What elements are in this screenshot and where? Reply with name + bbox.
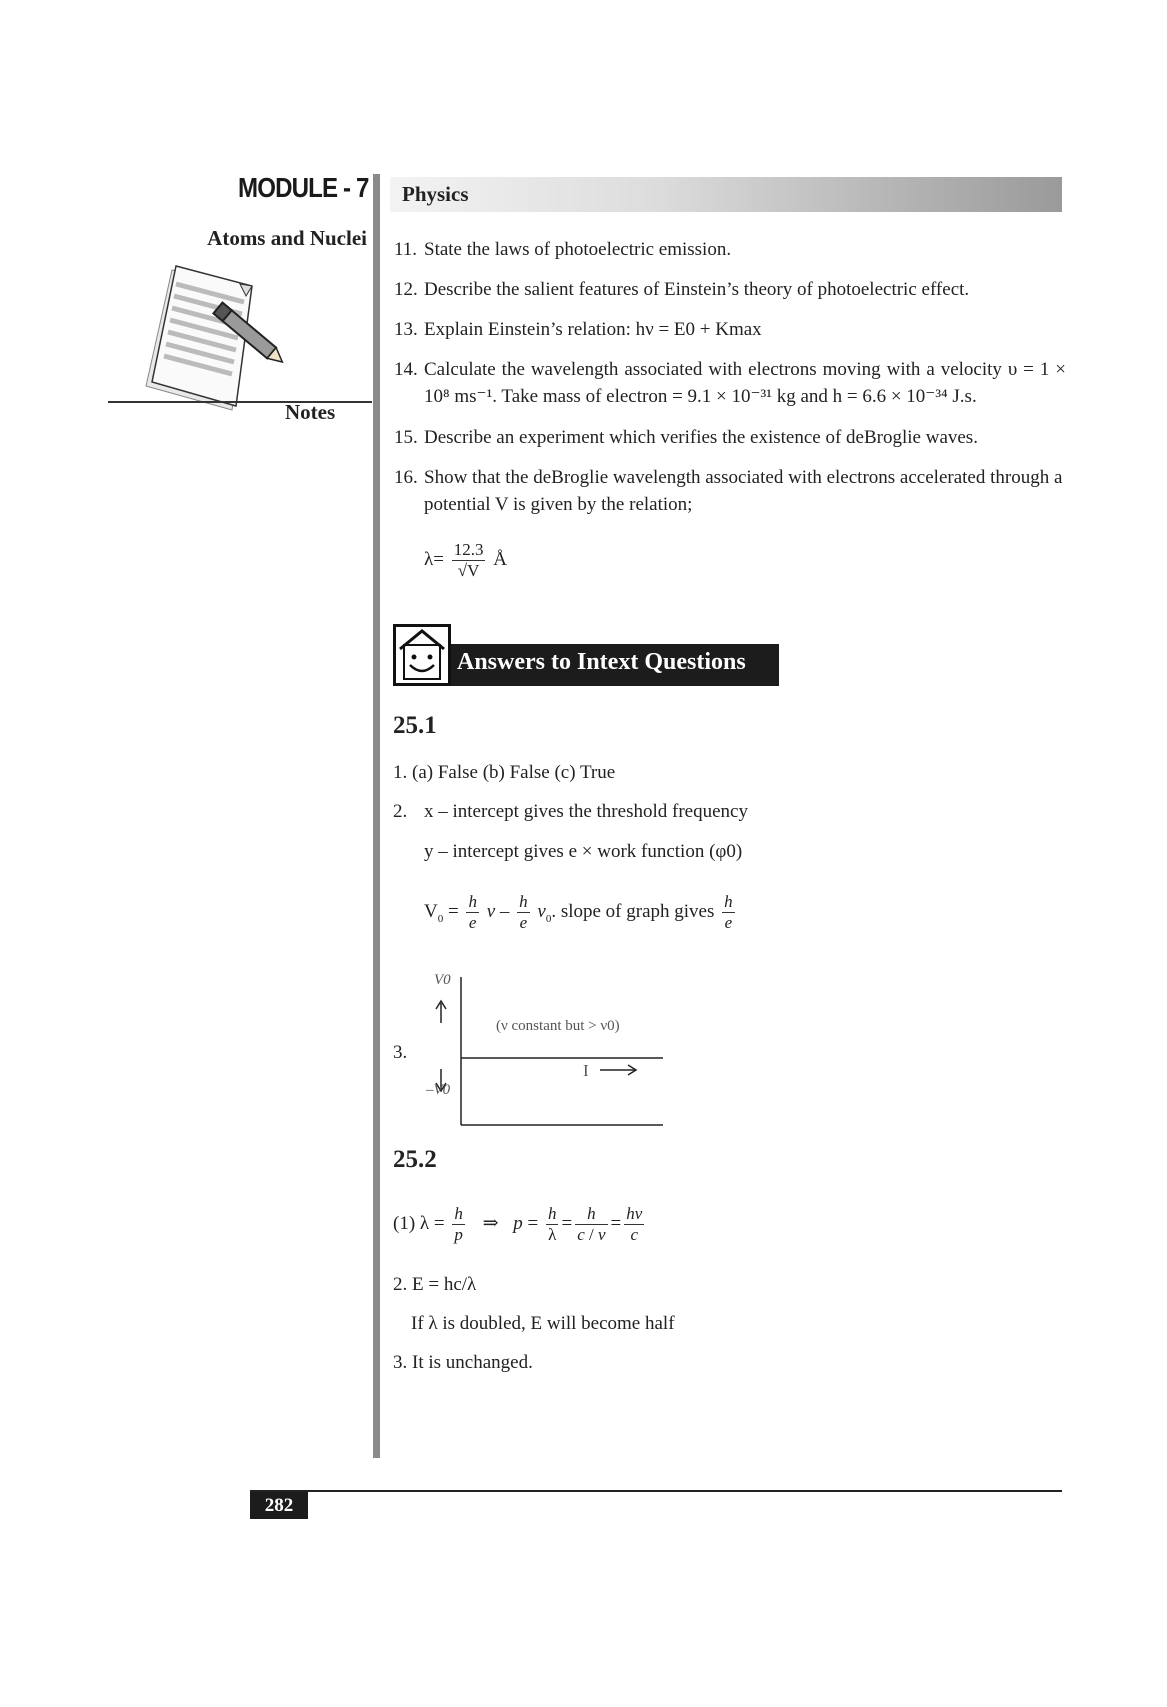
graph-x-label: I bbox=[583, 1061, 589, 1080]
module-title: MODULE - 7 bbox=[238, 172, 369, 203]
vertical-divider bbox=[373, 174, 380, 1458]
answer-1-2-x: x – intercept gives the threshold frequency bbox=[424, 801, 748, 822]
question-15: 15. Describe an experiment which verifies the existence of deBroglie waves. bbox=[394, 427, 978, 448]
answers-heading bbox=[393, 624, 779, 686]
graph-y-bottom-label: –V0 bbox=[426, 1082, 451, 1098]
module-subtitle: Atoms and Nuclei bbox=[207, 226, 367, 250]
answer-2-2: 2. E = hc/λ bbox=[393, 1274, 477, 1295]
graph-y-top-label: V0 bbox=[434, 972, 451, 988]
answers-title: Answers to Intext Questions bbox=[457, 649, 746, 675]
answer-2-3: 3. It is unchanged. bbox=[393, 1352, 533, 1373]
subject-header bbox=[390, 177, 1062, 212]
graph-note: (ν constant but > ν0) bbox=[496, 1018, 620, 1034]
section-25-2-title: 25.2 bbox=[393, 1146, 437, 1173]
smiley-face-icon bbox=[393, 624, 451, 686]
question-16: 16. Show that the deBroglie wavelength associated with electrons accelerated through a potential V is given by the relation; bbox=[394, 467, 1063, 515]
formula-16: λ= $\frac{12.3}{√V}$ Å bbox=[424, 540, 507, 580]
answer-2-1: (1) λ = $\frac{h}{p}$ ⇒ p = $\frac{h}{\lambda}$ = $\frac{h}{c / \nu}$ = $\frac{h\nu}{c}$ bbox=[393, 1204, 643, 1244]
question-14: 14. Calculate the wavelength associated with electrons moving with a velocity υ = 1 × 10⁸ ms⁻¹. Take mass of electron = 9.1 × 10⁻³¹ kg and h = 6.6 × 10⁻³⁴ J.s. bbox=[394, 359, 1066, 407]
question-13: 13. Explain Einstein’s relation: hν = E0 + Kmax bbox=[394, 319, 762, 340]
answer-1-2-y: y – intercept gives e × work function (φ0) bbox=[424, 841, 743, 862]
question-11: 11. State the laws of photoelectric emission. bbox=[394, 239, 732, 260]
answer-1-2-num: 2. bbox=[393, 801, 408, 822]
answer-1-2-equation: $V_0$ = $\frac{h}{e}$ ν – $\frac{h}{e}$ $\nu_0$. slope of graph gives $\frac{h}{e}$ bbox=[424, 892, 733, 932]
subject-label: Physics bbox=[402, 182, 469, 206]
footer-rule bbox=[250, 1490, 1062, 1492]
stopping-potential-graph bbox=[420, 975, 670, 1135]
paper-and-pencil-icon bbox=[140, 262, 300, 412]
page-number: 282 bbox=[250, 1492, 308, 1519]
answer-1-3-num: 3. bbox=[393, 1042, 408, 1063]
answer-1-1: 1. (a) False (b) False (c) True bbox=[393, 762, 616, 783]
section-25-1-title: 25.1 bbox=[393, 712, 437, 739]
question-12: 12. Describe the salient features of Einstein’s theory of photoelectric effect. bbox=[394, 279, 970, 300]
answer-2-2b: If λ is doubled, E will become half bbox=[411, 1313, 675, 1334]
notes-label: Notes bbox=[285, 400, 336, 424]
